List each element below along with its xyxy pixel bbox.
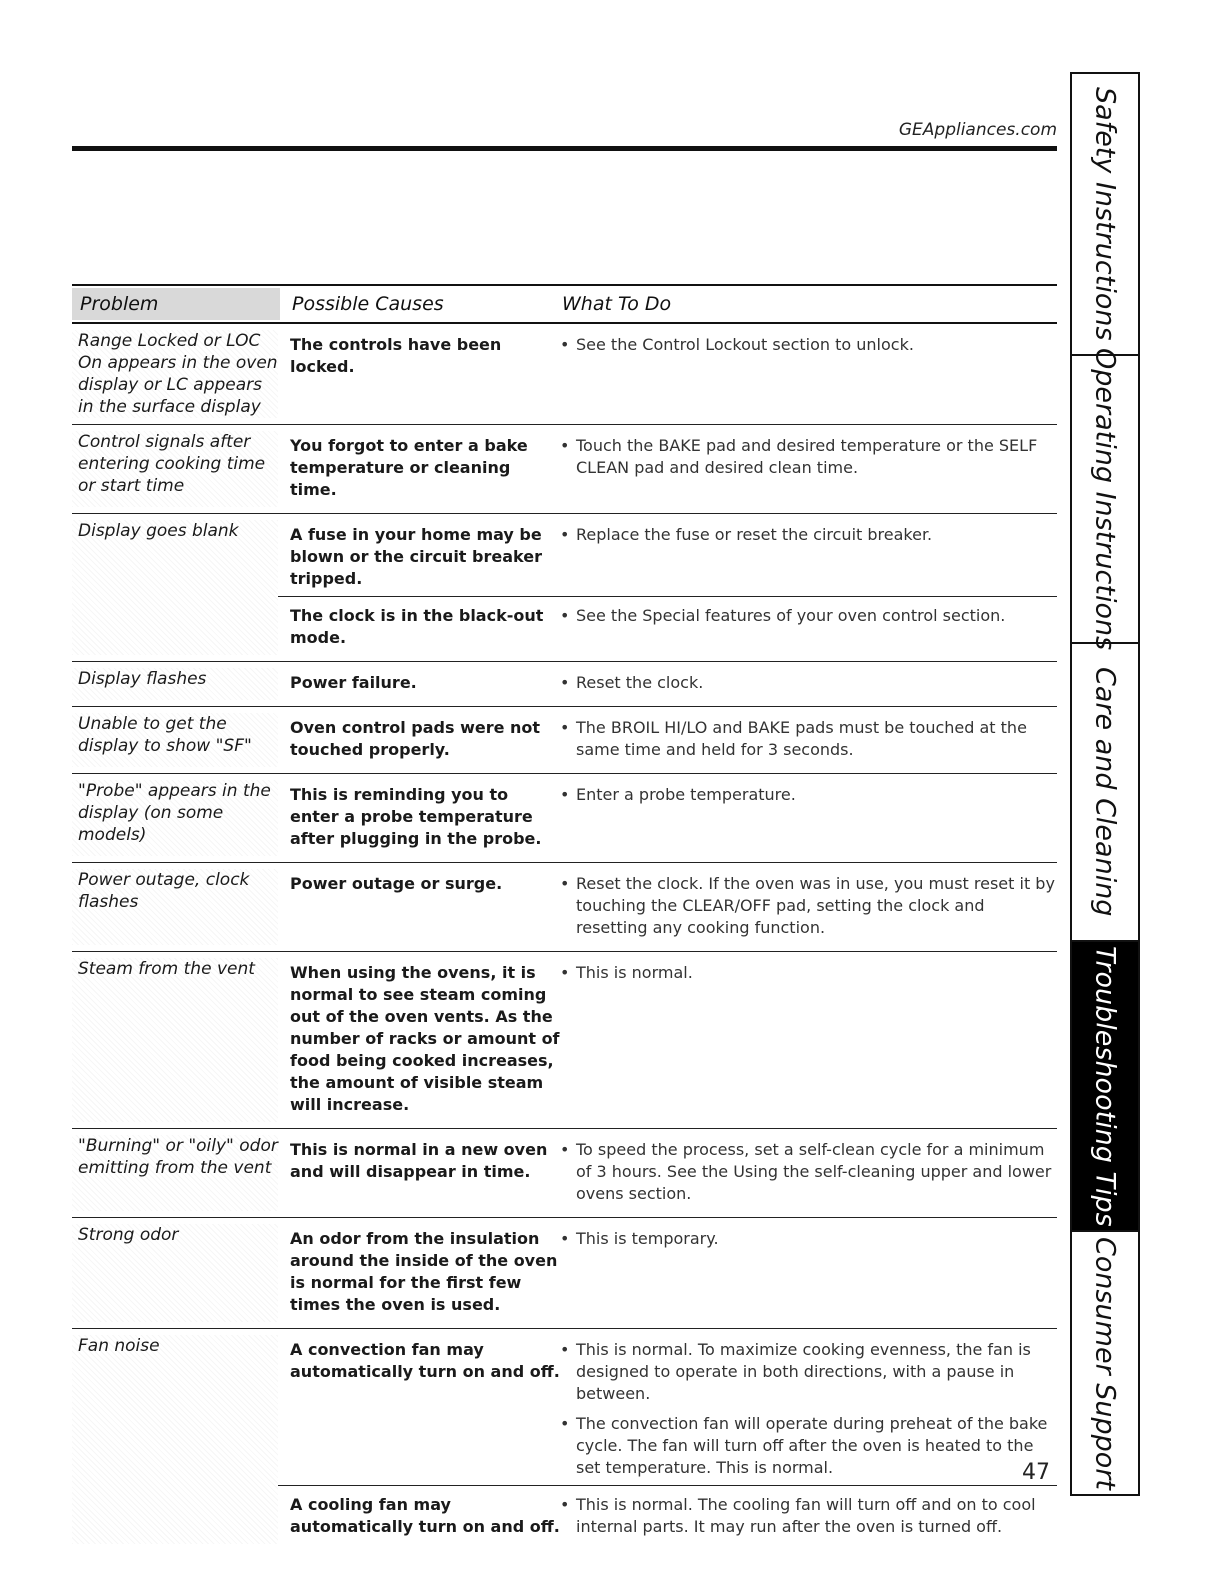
solution-bullet [560,873,1057,939]
problem-cell: Display goes blank [72,520,278,655]
causes-group [278,330,1057,418]
table-row [72,1329,1057,1550]
causes-group [278,1135,1057,1211]
solution-bullet [560,435,1057,479]
what-to-do-cell [560,524,1057,590]
table-row [72,774,1057,863]
solution-bullet [560,605,1057,627]
solution-text: The BROIL HI/LO and BAKE pads must be touched at the same time and held for 3 seconds. [576,718,1027,759]
problem-cell: Steam from the vent [72,958,278,1122]
cause-solution-pair [278,780,1057,856]
causes-group [278,869,1057,945]
possible-cause-cell: You forgot to enter a bake temperature or cleaning time. [290,436,528,499]
possible-cause-cell: This is normal in a new oven and will disappear in time. [290,1140,548,1181]
cause-solution-pair [278,520,1057,596]
what-to-do-cell [560,672,1057,694]
what-to-do-cell [560,1339,1057,1479]
solution-text: This is normal. To maximize cooking evenness, the fan is designed to operate in both directions, with a pause in between. [576,1340,1031,1403]
cause-solution-pair [278,1335,1057,1485]
possible-cause-cell: Power outage or surge. [290,874,503,893]
possible-cause-cell: Oven control pads were not touched properly. [290,718,541,759]
bullet-icon: • [560,525,570,544]
site-url: GEAppliances.com [898,120,1057,140]
solution-bullet [560,962,1057,984]
table-row [72,1129,1057,1218]
table-row [72,514,1057,662]
problem-cell: Fan noise [72,1335,278,1544]
problem-cell: "Probe" appears in the display (on some models) [72,780,278,856]
what-to-do-cell [560,784,1057,850]
problem-cell: Unable to get the display to show "SF" [72,713,278,767]
cause-solution-pair [278,1135,1057,1211]
solution-text: See the Special features of your oven control section. [576,606,1006,625]
table-row [72,1218,1057,1329]
bullet-icon: • [560,1229,570,1248]
side-tab-label: Care and Cleaning [1089,667,1121,917]
bullet-icon: • [560,1340,570,1359]
bullet-icon: • [560,1140,570,1159]
solution-bullet [560,1494,1057,1538]
what-to-do-cell [560,435,1057,501]
cause-solution-pair [278,869,1057,945]
solution-bullet [560,334,1057,356]
table-header [72,284,1057,324]
possible-cause-cell: The controls have been locked. [290,335,502,376]
bullet-icon: • [560,606,570,625]
causes-group [278,713,1057,767]
solution-text: The convection fan will operate during preheat of the bake cycle. The fan will turn off after the oven is heated to the set temperature. This is normal. [576,1414,1048,1477]
table-body [72,324,1057,1550]
side-tab-label: Safety Instructions [1089,87,1121,341]
what-to-do-cell [560,717,1057,761]
solution-text: See the Control Lockout section to unlock. [576,335,914,354]
possible-cause-cell: This is reminding you to enter a probe temperature after plugging in the probe. [290,785,542,848]
troubleshooting-table [72,284,1057,1550]
side-tab-consumer-support[interactable] [1072,1232,1138,1494]
side-tab-label: Consumer Support [1089,1236,1121,1490]
causes-group [278,958,1057,1122]
page-number: 47 [1022,1460,1050,1485]
causes-group [278,780,1057,856]
solution-text: To speed the process, set a self-clean cycle for a minimum of 3 hours. See the Using the self-cleaning upper and lower ovens section. [576,1140,1052,1203]
what-to-do-cell [560,1139,1057,1205]
solution-bullet [560,717,1057,761]
solution-text: Enter a probe temperature. [576,785,796,804]
bullet-icon: • [560,1414,570,1433]
possible-cause-cell: When using the ovens, it is normal to see steam coming out of the oven vents. As the number of racks or amount of food being cooked increases, the amount of visible steam will increase. [290,963,560,1114]
cause-solution-pair [278,1224,1057,1322]
cause-solution-pair [278,330,1057,384]
possible-cause-cell: A cooling fan may automatically turn on and off. [290,1495,560,1536]
what-to-do-cell [560,605,1057,649]
causes-group [278,668,1057,700]
solution-bullet [560,524,1057,546]
table-row [72,324,1057,425]
causes-group [278,520,1057,655]
problem-cell: Display flashes [72,668,278,700]
possible-cause-cell: Power failure. [290,673,417,692]
solution-bullet [560,1228,1057,1250]
what-to-do-cell [560,1228,1057,1316]
what-to-do-cell [560,962,1057,1116]
side-tab-strip [1070,72,1140,1496]
causes-group [278,1335,1057,1544]
cause-solution-pair [278,958,1057,1122]
cause-solution-pair [278,1485,1057,1544]
solution-text: Reset the clock. If the oven was in use, you must reset it by touching the CLEAR/OFF pad, setting the clock and resetting any cooking function. [576,874,1055,937]
side-tab-operating-instructions[interactable] [1072,347,1138,651]
possible-cause-cell: A convection fan may automatically turn on and off. [290,1340,560,1381]
table-row [72,952,1057,1129]
causes-group [278,1224,1057,1322]
table-row [72,662,1057,707]
problem-cell: Control signals after entering cooking time or start time [72,431,278,507]
causes-group [278,431,1057,507]
what-to-do-cell [560,1494,1057,1538]
solution-text: Reset the clock. [576,673,704,692]
bullet-icon: • [560,874,570,893]
table-row [72,425,1057,514]
bullet-icon: • [560,785,570,804]
bullet-icon: • [560,963,570,982]
side-tab-safety-instructions[interactable] [1072,74,1138,356]
side-tab-troubleshooting-tips[interactable] [1072,942,1138,1232]
cause-solution-pair [278,431,1057,507]
bullet-icon: • [560,718,570,737]
side-tab-label: Troubleshooting Tips [1089,945,1121,1227]
solution-text: This is temporary. [576,1229,719,1248]
table-row [72,707,1057,774]
solution-bullet [560,1139,1057,1205]
what-to-do-cell [560,873,1057,939]
table-row [72,863,1057,952]
cause-solution-pair [278,668,1057,700]
side-tab-care-and-cleaning[interactable] [1072,644,1138,942]
top-rule [72,146,1057,151]
problem-cell: Range Locked or LOC On appears in the oven display or LC appears in the surface display [72,330,278,418]
header-possible-causes: Possible Causes [292,293,444,315]
solution-text: This is normal. [576,963,693,982]
side-tab-label: Operating Instructions [1089,347,1121,651]
bullet-icon: • [560,673,570,692]
problem-cell: Power outage, clock flashes [72,869,278,945]
cause-solution-pair [278,713,1057,767]
solution-bullet [560,1413,1057,1479]
bullet-icon: • [560,436,570,455]
solution-text: This is normal. The cooling fan will turn off and on to cool internal parts. It may run after the oven is turned off. [576,1495,1036,1536]
possible-cause-cell: A fuse in your home may be blown or the circuit breaker tripped. [290,525,542,588]
possible-cause-cell: An odor from the insulation around the inside of the oven is normal for the first few times the oven is used. [290,1229,558,1314]
problem-cell: Strong odor [72,1224,278,1322]
bullet-icon: • [560,335,570,354]
cause-solution-pair [278,596,1057,655]
solution-bullet [560,784,1057,806]
bullet-icon: • [560,1495,570,1514]
problem-cell: "Burning" or "oily" odor emitting from the vent [72,1135,278,1211]
header-what-to-do: What To Do [562,293,672,315]
solution-bullet [560,1339,1057,1405]
possible-cause-cell: The clock is in the black-out mode. [290,606,544,647]
solution-text: Touch the BAKE pad and desired temperature or the SELF CLEAN pad and desired clean time. [576,436,1038,477]
solution-bullet [560,672,1057,694]
solution-text: Replace the fuse or reset the circuit breaker. [576,525,933,544]
header-problem: Problem [72,288,280,320]
what-to-do-cell [560,334,1057,378]
